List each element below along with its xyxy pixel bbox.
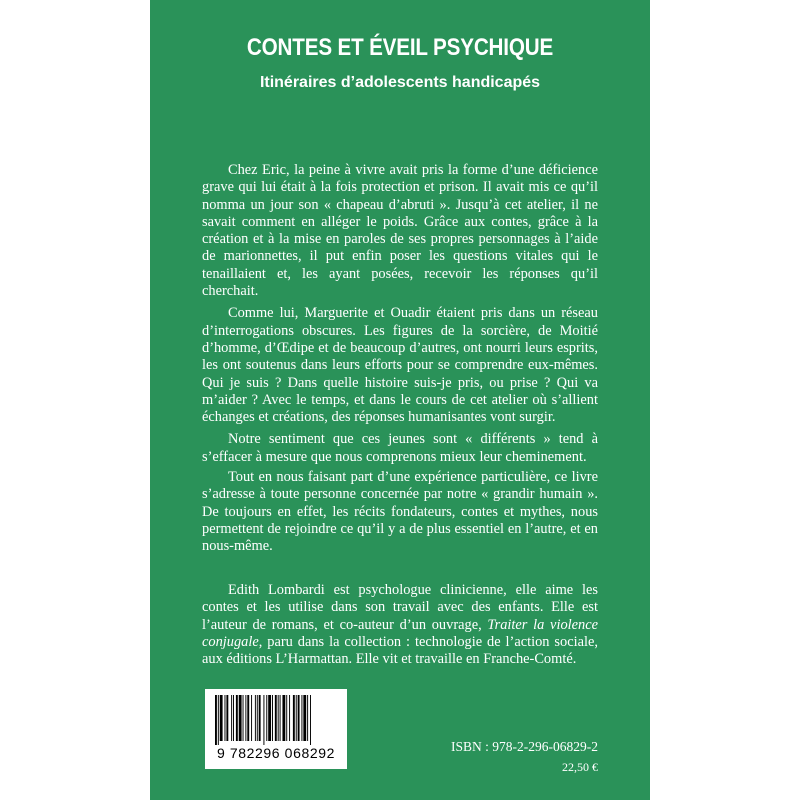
- barcode-bar: [245, 695, 246, 741]
- barcode-bar: [239, 695, 242, 741]
- summary-paragraph-3: Notre sentiment que ces jeunes sont « différents » tend à s’effacer à mesure que nous comprenons mieux leur cheminement.: [202, 431, 598, 465]
- barcode: [205, 689, 347, 769]
- barcode-bar: [298, 695, 300, 741]
- barcode-bar: [268, 695, 271, 741]
- barcode-bar: [275, 695, 277, 741]
- barcode-bar: [272, 695, 273, 741]
- barcode-bar: [225, 695, 226, 741]
- barcode-bar: [243, 695, 244, 741]
- audience-paragraph: Tout en nous faisant part d’une expérience particulière, ce livre s’adresse à toute personne concernée par notre « grandir humain ». De toujours en effet, les récits fondateurs, contes et mythes, nous permettent de rejoindre ce qu’il y a de plus essentiel en l’autre, et en nous-même.: [202, 469, 598, 555]
- barcode-bar: [289, 695, 290, 741]
- barcode-bar: [259, 695, 261, 741]
- author-book-title: Traiter la violence conjugale: [202, 616, 598, 650]
- barcode-bar: [218, 695, 219, 745]
- barcode-bar: [278, 695, 279, 741]
- barcode-bar: [280, 695, 281, 741]
- barcode-bar: [310, 695, 311, 745]
- author-bio-before: Edith Lombardi est psychologue clinicienne, elle aime les contes et les utilise dans son travail avec des enfants. Elle est l’auteur de romans, et co-auteur d’un ouvrage,: [202, 582, 598, 633]
- book-subtitle: Itinéraires d’adolescents handicapés: [259, 74, 541, 91]
- barcode-bar: [293, 695, 295, 741]
- barcode-bar: [257, 695, 258, 741]
- barcode-bar: [296, 695, 297, 741]
- author-section: [202, 582, 598, 668]
- barcode-bar: [282, 695, 285, 741]
- barcode-bar: [226, 695, 228, 741]
- barcode-digits: 9 782296 068292: [217, 745, 335, 761]
- summary-paragraph-2: Comme lui, Marguerite et Ouadir étaient pris dans un réseau d’interrogations obscures. Les figures de la sorcière, de Moitié d’homme, d’Œdipe et de beaucoup d’autres, ont nourri leurs esprits, les ont soutenus dans leurs efforts pour se comprendre eux-mêmes. Qui je suis ? Dans quelle histoire suis-je pris, ou prise ? Qui va m’aider ? Avec le temps, et dans le cours de cet atelier où s’allient échanges et créations, des réponses humanisantes vont surgir.: [202, 305, 598, 426]
- price: 22,50 €: [562, 760, 598, 774]
- barcode-bar: [255, 695, 256, 741]
- barcode-bar: [247, 695, 249, 741]
- book-title: CONTES ET ÉVEIL PSYCHIQUE: [246, 34, 554, 61]
- summary-paragraph-1: Chez Eric, la peine à vivre avait pris la forme d’une déficience grave qui lui était à la fois protection et prison. Il avait mis ce qu’il nomma un jour son « chapeau d’abruti ». Jusqu’à cet atelier, il ne savait comment en alléger le poids. Grâce aux contes, grâce à la création et à la mise en paroles de ses propres personnages à l’aide de marionnettes, il put enfin poser les questions vitales qui le tenaillaient et, les ayant posées, recevoir les réponses qu’il cherchait.: [202, 162, 598, 300]
- barcode-bar: [220, 695, 223, 741]
- barcode-bar: [236, 695, 238, 741]
- barcode-bar: [231, 695, 232, 741]
- barcode-bar: [233, 695, 234, 741]
- audience-section: [202, 469, 598, 555]
- barcode-bar: [301, 695, 302, 741]
- barcode-bar: [286, 695, 287, 741]
- barcode-bars: [215, 695, 337, 745]
- barcode-bar: [266, 695, 267, 741]
- author-bio: [202, 582, 598, 668]
- author-bio-after: , paru dans la collection : technologie de l’action sociale, aux éditions L’Harmattan. Elle vit et travaille en Franche-Comté.: [202, 633, 598, 668]
- barcode-bar: [215, 695, 217, 745]
- barcode-bar: [263, 695, 264, 745]
- summary-section: [202, 162, 598, 466]
- barcode-bar: [251, 695, 252, 741]
- isbn: ISBN : 978-2-296-06829-2: [451, 739, 598, 754]
- barcode-bar: [307, 695, 308, 741]
- back-cover: [150, 0, 650, 800]
- barcode-bar: [303, 695, 306, 741]
